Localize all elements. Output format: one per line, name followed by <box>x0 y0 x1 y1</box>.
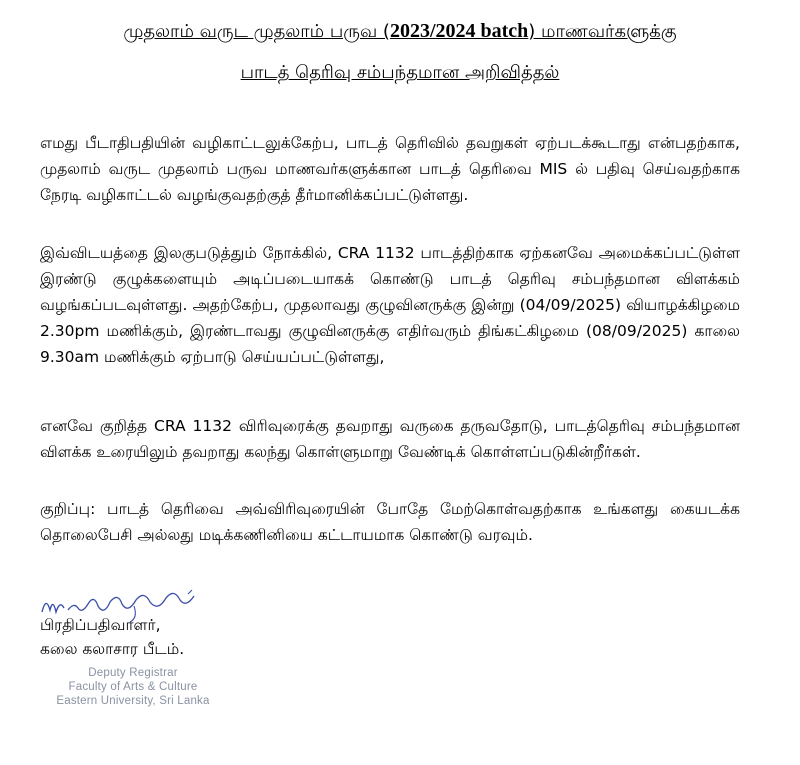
heading-batch: 2023/2024 batch <box>389 20 529 42</box>
signatory-title-line2: கலை கலாசார பீடம். <box>40 640 185 658</box>
official-stamp <box>38 666 228 708</box>
notice-heading-line2: பாடத் தெரிவு சம்பந்தமான அறிவித்தல் <box>240 62 560 83</box>
paragraph-note <box>40 496 740 548</box>
paragraph-schedule-text: இவ்விடயத்தை இலகுபடுத்தும் நோக்கில், CRA 1132 பாடத்திற்காக ஏற்கனவே அமைக்கப்பட்டுள்ள இரண்டு குழுக்களையும் அடிப்படையாகக் கொண்டு பாடத் தெரிவு சம்பந்தமான விளக்கம் வழங்கப்படவுள்ளது. அதற்கேற்ப, முதலாவது குழுவினருக்கு இன்று (04/09/2025) வியாழக்கிழமை 2.30pm மணிக்கும், இரண்டாவது குழுவினருக்கு எதிர்வரும் திங்கட்கிழமை (08/09/2025) காலை 9.30am மணிக்கும் ஏற்பாடு செய்யப்பட்டுள்ளது, <box>40 244 740 366</box>
paragraph-schedule <box>40 240 740 370</box>
paragraph-guidance-text: எமது பீடாதிபதியின் வழிகாட்டலுக்கேற்ப, பாடத் தெரிவில் தவறுகள் ஏற்படக்கூடாது என்பதற்காக, முதலாம் வருட முதலாம் பருவ மாணவர்களுக்கான பாடத் தெரிவை MIS ல் பதிவு செய்வதற்காக நேரடி வழிகாட்டல் வழங்குவதற்குத் தீர்மானிக்கப்பட்டுள்ளது. <box>40 134 740 204</box>
stamp-line-2: Faculty of Arts & Culture <box>68 681 198 693</box>
paragraph-attendance-text: எனவே குறித்த CRA 1132 விரிவுரைக்கு தவறாது வருகை தருவதோடு, பாடத்தெரிவு சம்பந்தமான விளக்க உரையிலும் தவறாது கலந்து கொள்ளுமாறு வேண்டிக் கொள்ளப்படுகின்றீர்கள். <box>40 417 740 461</box>
heading-text-part2: ) மாணவர்களுக்கு <box>528 21 677 42</box>
stamp-line-3: Eastern University, Sri Lanka <box>56 695 210 707</box>
paragraph-guidance <box>40 130 740 208</box>
heading-text-part1: முதலாம் வருட முதலாம் பருவ ( <box>123 21 390 42</box>
paragraph-attendance <box>40 413 740 465</box>
signatory-title-line1: பிரதிப்பதிவாளர், <box>40 616 161 634</box>
stamp-line-1: Deputy Registrar <box>88 667 178 679</box>
paragraph-note-text: குறிப்பு: பாடத் தெரிவை அவ்விரிவுரையின் போதே மேற்கொள்வதற்காக உங்களது கையடக்க தொலைபேசி அல்லது மடிக்கணினியை கட்டாயமாக கொண்டு வரவும். <box>40 500 740 544</box>
signature-block <box>38 588 338 758</box>
notice-heading-line1 <box>0 20 800 44</box>
